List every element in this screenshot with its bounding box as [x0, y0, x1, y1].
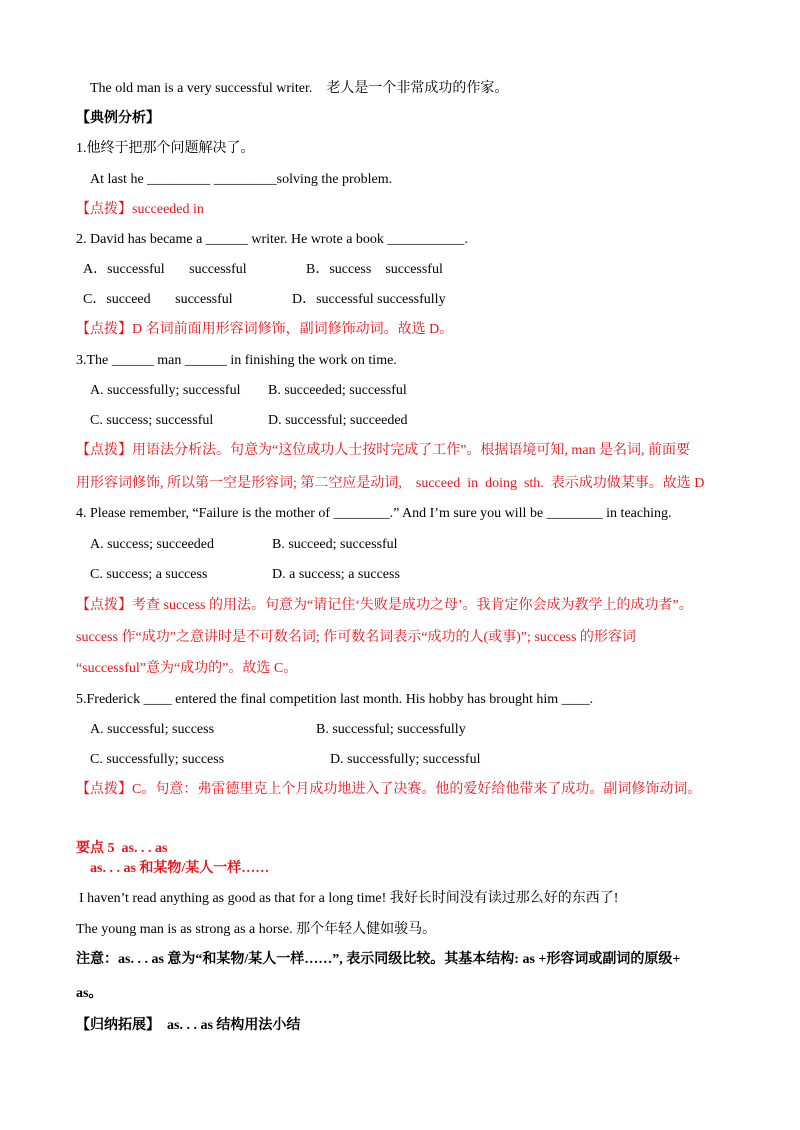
question-3-option-b: B. succeeded; successful: [268, 383, 407, 398]
question-3-hint-line-1: 【点拨】用语法分析法。句意为“这位成功人士按时完成了工作”。根据语境可知, man 是名词, 前面要: [76, 443, 691, 458]
question-4-stem: 4. Please remember, “Failure is the mother of ________.” And I’m sure you will be ________ in teaching.: [76, 506, 672, 521]
key-point-example-1: I haven’t read anything as good as that for a long time! 我好长时间没有读过那么好的东西了!: [79, 891, 619, 906]
question-4-option-b: B. succeed; successful: [272, 537, 398, 552]
question-2-hint: 【点拨】D 名词前面用形容词修饰，副词修饰动词。故选 D。: [76, 322, 454, 337]
question-2-option-a: A．successful successful: [83, 262, 247, 277]
question-5-option-d: D. successfully; successful: [330, 752, 481, 767]
question-4-option-d: D. a success; a success: [272, 567, 400, 582]
question-4-option-c: C. success; a success: [90, 567, 208, 582]
question-3-option-a: A. successfully; successful: [90, 383, 241, 398]
question-5-option-c: C. successfully; success: [90, 752, 225, 767]
question-5-hint: 【点拨】C。句意：弗雷德里克上个月成功地进入了决赛。他的爱好给他带来了成功。副词修饰动词。: [76, 782, 702, 797]
question-1-prompt: 1.他终于把那个问题解决了。: [76, 141, 255, 156]
question-5-option-a: A. successful; success: [90, 722, 215, 737]
question-1-sentence: At last he _________ _________solving the problem.: [90, 172, 393, 187]
question-4-hint-line-3: “successful”意为“成功的”。故选 C。: [76, 661, 298, 676]
key-point-example-2: The young man is as strong as a horse. 那个年轻人健如骏马。: [76, 922, 437, 937]
question-3-option-d: D. successful; succeeded: [268, 413, 408, 428]
question-3-stem: 3.The ______ man ______ in finishing the work on time.: [76, 353, 397, 368]
question-1-hint: 【点拨】succeeded in: [76, 202, 204, 217]
question-5-option-b: B. successful; successfully: [316, 722, 466, 737]
question-3-hint-line-2: 用形容词修饰, 所以第一空是形容词; 第二空应是动词, succeed in doing sth. 表示成功做某事。故选 D: [76, 476, 705, 491]
question-5-stem: 5.Frederick ____ entered the final competition last month. His hobby has brought him ____.: [76, 692, 594, 707]
question-2-option-c: C．succeed successful: [83, 292, 233, 307]
question-4-hint-line-2: success 作“成功”之意讲时是不可数名词; 作可数名词表示“成功的人(或事)”; success 的形容词: [76, 630, 636, 645]
question-4-option-a: A. success; succeeded: [90, 537, 215, 552]
key-point-5-subheading: as. . . as 和某物/某人一样……: [90, 861, 270, 876]
question-2-option-d: D．successful successfully: [292, 292, 446, 307]
question-2-option-b: B．success successful: [306, 262, 443, 277]
section-heading-examples: 【典例分析】: [76, 111, 160, 126]
key-point-note-line-2: as。: [76, 986, 103, 1001]
question-4-hint-line-1: 【点拨】考查 success 的用法。句意为“请记住‘失败是成功之母’。我肯定你会成为教学上的成功者”。: [76, 598, 693, 613]
section-heading-summary: 【归纳拓展】 as. . . as 结构用法小结: [76, 1018, 301, 1033]
question-3-option-c: C. success; successful: [90, 413, 214, 428]
question-2-stem: 2. David has became a ______ writer. He wrote a book ___________.: [76, 232, 468, 247]
key-point-note-line-1: 注意：as. . . as 意为“和某物/某人一样……”, 表示同级比较。其基本结构: as +形容词或副词的原级+: [76, 952, 681, 967]
key-point-5-heading: 要点 5 as. . . as: [76, 841, 168, 856]
example-sentence: The old man is a very successful writer. 老人是一个非常成功的作家。: [90, 81, 509, 96]
